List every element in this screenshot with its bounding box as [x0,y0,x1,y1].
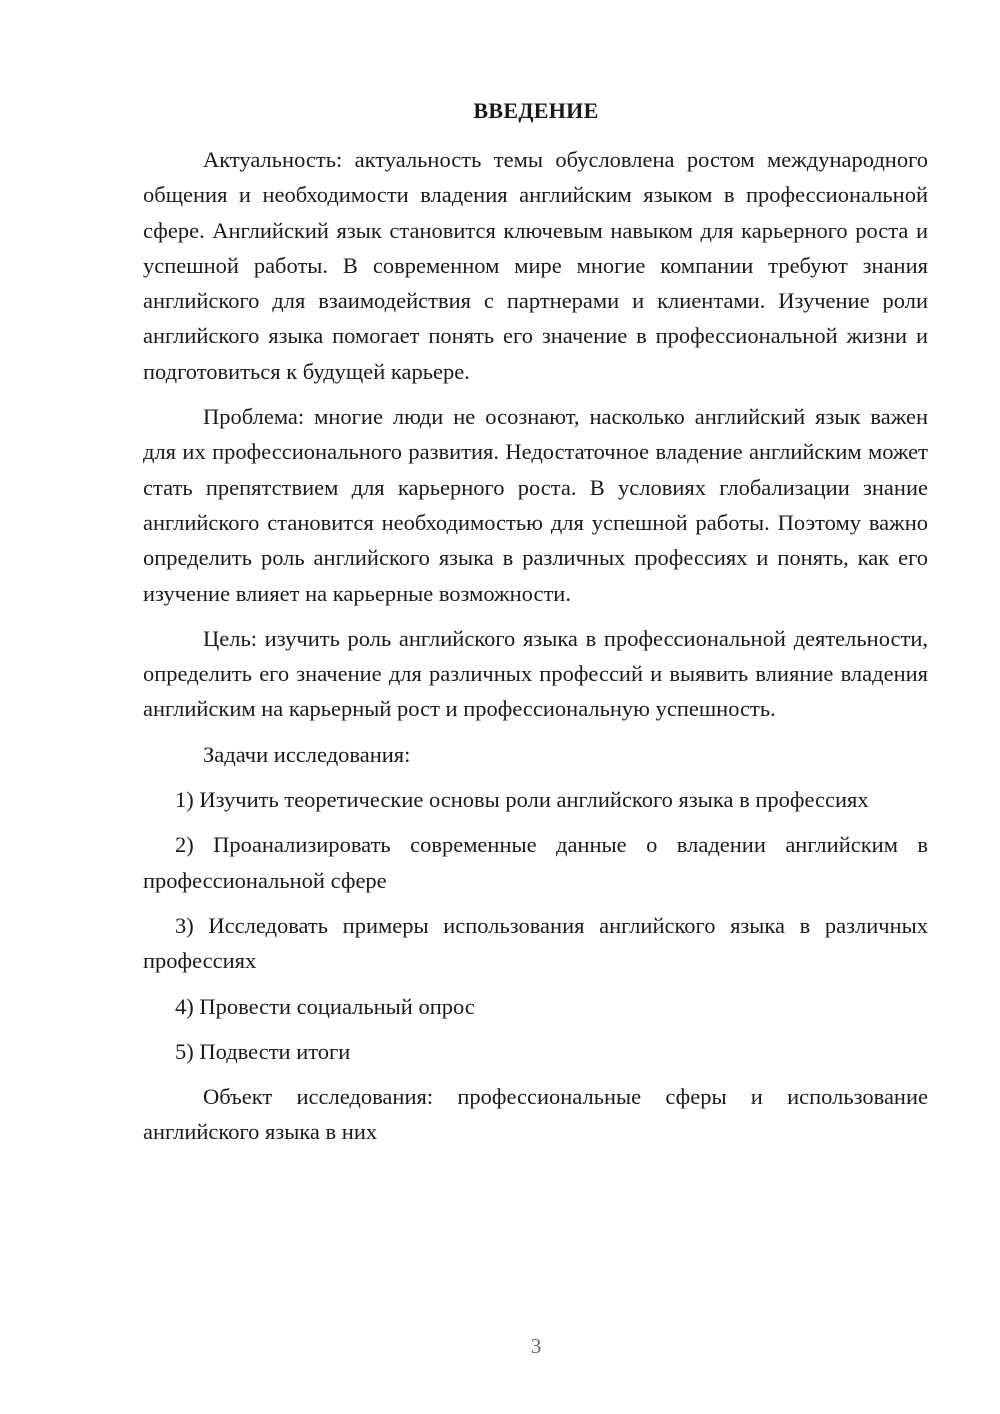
paragraph-problem: Проблема: многие люди не осознают, насколько английский язык важен для их профессионального развития. Недостаточное владение английским может стать препятствием для карьерного роста. В условиях глобализации знание английского становится необходимостью для успешной работы. Поэтому важно определить роль английского языка в различных профессиях и понять, как его изучение влияет на карьерные возможности. [143,404,928,606]
page-number: 3 [530,1334,542,1358]
document-body [143,142,928,1160]
task-item-5: 5) Подвести итоги [175,1038,351,1064]
paragraph-object: Объект исследования: профессиональные сферы и использование английского языка в них [143,1084,928,1145]
tasks-heading: Задачи исследования: [203,741,411,767]
section-title: ВВЕДЕНИЕ [473,98,599,123]
task-item-4: 4) Провести социальный опрос [175,993,475,1019]
paragraph-goal: Цель: изучить роль английского языка в профессиональной деятельности, определить его значение для различных профессий и выявить влияние владения английским на карьерный рост и профессиональную успешность. [143,625,928,722]
task-item-2: 2) Проанализировать современные данные о владении английским в профессиональной сфере [143,832,928,893]
task-item-1: 1) Изучить теоретические основы роли английского языка в профессиях [175,787,869,813]
paragraph-relevance: Актуальность: актуальность темы обусловлена ростом международного общения и необходимости владения английским языком в профессиональной сфере. Английский язык становится ключевым навыком для карьерного роста и успешной работы. В современном мире многие компании требуют знания английского для взаимодействия с партнерами и клиентами. Изучение роли английского языка помогает понять его значение в профессиональной жизни и подготовиться к будущей карьере. [143,147,928,384]
task-item-3: 3) Исследовать примеры использования английского языка в различных профессиях [143,912,928,974]
